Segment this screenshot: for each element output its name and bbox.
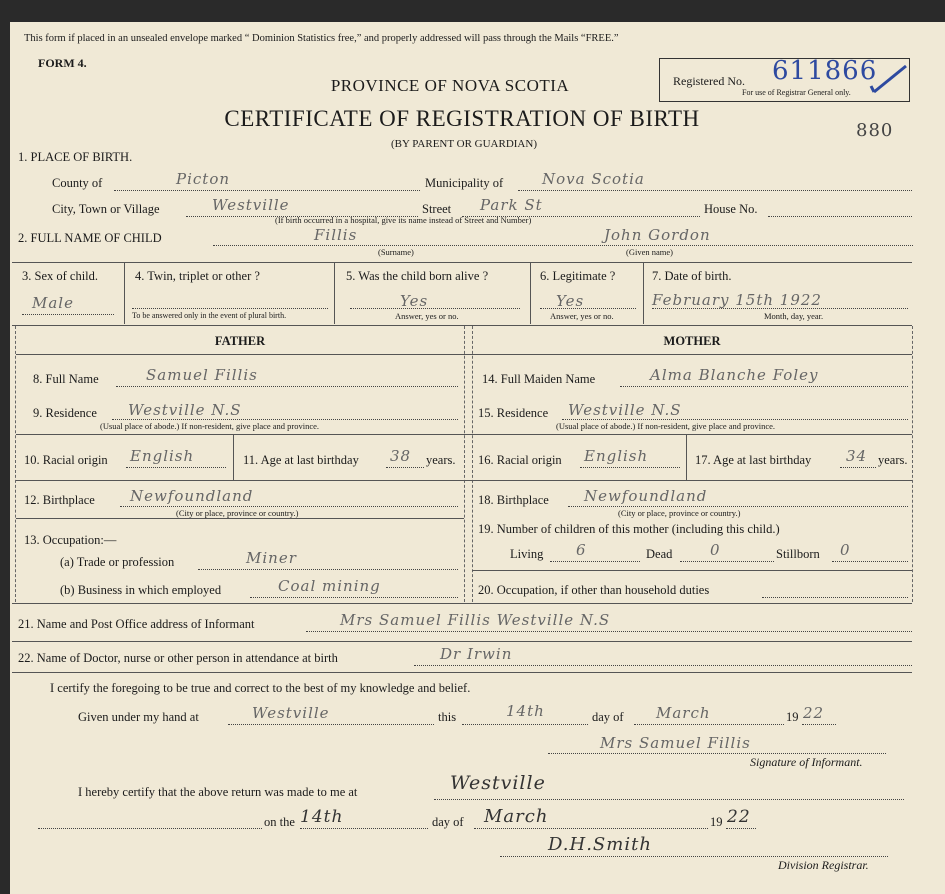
father-res-line [112,419,458,420]
col-rule [643,262,644,324]
municipality-line [518,190,912,191]
registrar-place: Westville [450,772,546,794]
county-label: County of [52,176,103,190]
certify-month: March [656,704,711,722]
mother-res-note: (Usual place of abode.) If non-resident, give place and province. [556,421,776,431]
mother-name-label: 14. Full Maiden Name [482,372,596,386]
father-race-line [126,467,226,468]
registrar-dayof-label: day of [432,815,464,829]
twin-line [132,308,328,309]
occupation-heading: 13. Occupation:— [24,533,117,547]
alive-value: Yes [400,292,429,310]
row-rule [12,672,912,673]
informant-signature: Mrs Samuel Fillis [600,734,751,752]
alive-label: 5. Was the child born alive ? [346,269,489,283]
stillborn-label: Stillborn [776,547,820,561]
registrar-signature-line [500,856,888,857]
dead-label: Dead [646,547,673,561]
column-divider [912,326,913,602]
certify-day-line [462,724,588,725]
mother-name: Alma Blanche Foley [650,366,819,384]
county-value: Picton [176,170,231,188]
doctor-value: Dr Irwin [440,645,513,663]
legit-label: 6. Legitimate ? [540,269,616,283]
legit-note: Answer, yes or no. [550,311,614,321]
column-divider [464,326,465,602]
trade-line [198,569,458,570]
mother-bp-note: (City or place, province or country.) [618,508,741,518]
county-line [114,190,420,191]
given-place-line [228,724,434,725]
stillborn-line [832,561,908,562]
father-name-line [116,386,458,387]
registered-note: For use of Registrar General only. [742,88,851,97]
father-bp: Newfoundland [130,487,254,505]
registrar-lead-line [38,828,262,829]
father-age-line [386,467,424,468]
informant-value: Mrs Samuel Fillis Westville N.S [340,611,611,629]
dob-line [652,308,908,309]
certify-dayof-label: day of [592,710,624,724]
row-rule [16,518,464,519]
given-place: Westville [252,704,330,722]
registrar-signature: D.H.Smith [548,834,652,855]
house-label: House No. [704,202,758,216]
doctor-label: 22. Name of Doctor, nurse or other person in attendance at birth [18,651,338,665]
child-surname: Fillis [314,226,358,244]
form-number: FORM 4. [38,56,87,70]
children-label: 19. Number of children of this mother (including this child.) [478,522,780,536]
street-value: Park St [480,196,543,214]
certify-year-line [802,724,836,725]
father-name: Samuel Fillis [146,366,258,384]
certify-year-prefix: 19 [786,710,799,724]
legit-line [540,308,636,309]
registrar-on-label: on the [264,815,295,829]
father-res-note: (Usual place of abode.) If non-resident, give place and province. [100,421,320,431]
row-rule [12,262,912,263]
col-rule [530,262,531,324]
twin-label: 4. Twin, triplet or other ? [135,269,260,283]
dead-value: 0 [710,541,721,559]
mother-bp: Newfoundland [584,487,708,505]
sex-value: Male [32,294,74,312]
child-name-line [213,245,913,246]
certify-day: 14th [506,702,545,720]
father-bp-note: (City or place, province or country.) [176,508,299,518]
street-label: Street [422,202,452,216]
city-label: City, Town or Village [52,202,160,216]
trade-value: Miner [246,549,297,567]
registered-label: Registered No. [673,74,745,88]
dob-note: Month, day, year. [764,311,824,321]
house-line [768,216,912,217]
trade-label: (a) Trade or profession [60,555,175,569]
registrar-text: I hereby certify that the above return was made to me at [78,785,358,799]
mother-bp-line [568,506,908,507]
col-rule [233,434,234,480]
col-rule [334,262,335,324]
informant-line [306,631,912,632]
father-name-label: 8. Full Name [33,372,99,386]
row-rule [12,641,912,642]
mother-heading: MOTHER [663,334,721,348]
business-label: (b) Business in which employed [60,583,222,597]
certify-text: I certify the foregoing to be true and correct to the best of my knowledge and belief. [50,681,471,695]
father-res-label: 9. Residence [33,406,97,420]
registrar-signature-label: Division Registrar. [778,858,869,872]
row-rule [16,354,912,355]
mother-occupation-line [762,597,908,598]
registrar-month-line [474,828,708,829]
stamp-number: 880 [856,120,894,141]
row-rule [472,570,912,571]
sex-label: 3. Sex of child. [22,269,99,283]
col-rule [124,262,125,324]
mother-name-line [620,386,908,387]
row-rule [16,434,912,435]
province-heading: PROVINCE OF NOVA SCOTIA [330,76,570,95]
dead-line [680,561,774,562]
informant-signature-label: Signature of Informant. [750,755,863,769]
mother-res: Westville N.S [568,401,682,419]
column-divider [472,326,473,602]
business-line [250,597,458,598]
mother-race-label: 16. Racial origin [478,453,562,467]
mother-res-line [562,419,908,420]
child-name-heading: 2. FULL NAME OF CHILD [18,231,162,245]
registrar-place-line [434,799,904,800]
living-value: 6 [576,541,587,559]
given-note: (Given name) [626,247,673,257]
father-age-unit: years. [426,453,456,467]
father-age: 38 [390,447,412,465]
dob-label: 7. Date of birth. [652,269,732,283]
mother-age-line [840,467,876,468]
father-race: English [130,447,195,465]
checkmark-icon [868,62,908,98]
twin-note: To be answered only in the event of plural birth. [132,311,287,320]
certify-month-line [634,724,784,725]
subtitle: (BY PARENT OR GUARDIAN) [391,138,537,150]
informant-signature-line [548,753,886,754]
certify-year: 22 [803,704,825,722]
father-bp-line [120,506,458,507]
alive-note: Answer, yes or no. [395,311,459,321]
father-age-label: 11. Age at last birthday [243,453,359,467]
municipality-value: Nova Scotia [542,170,645,188]
top-notice: This form if placed in an unsealed envelope marked “ Dominion Statistics free,” and properly addressed will pass through the Mails “FREE.” [24,33,619,44]
alive-line [350,308,520,309]
this-label: this [438,710,457,724]
column-divider [15,326,16,602]
registrar-day: 14th [300,807,344,827]
living-label: Living [510,547,544,561]
father-heading: FATHER [214,334,266,348]
informant-label: 21. Name and Post Office address of Informant [18,617,255,631]
mother-age-label: 17. Age at last birthday [695,453,812,467]
row-rule [12,325,912,326]
mother-bp-label: 18. Birthplace [478,493,549,507]
row-rule [12,603,912,604]
stillborn-value: 0 [840,541,851,559]
registrar-day-line [300,828,428,829]
living-line [550,561,640,562]
sex-line [22,314,114,315]
registrar-year-prefix: 19 [710,815,723,829]
father-race-label: 10. Racial origin [24,453,108,467]
mother-occupation-label: 20. Occupation, if other than household duties [478,583,710,597]
father-res: Westville N.S [128,401,242,419]
city-value: Westville [212,196,290,214]
registrar-year: 22 [727,807,751,827]
mother-race: English [584,447,649,465]
doctor-line [414,665,912,666]
surname-note: (Surname) [378,247,414,257]
given-label: Given under my hand at [78,710,199,724]
dob-value: February 15th 1922 [652,291,822,309]
mother-age: 34 [846,447,868,465]
row-rule [16,480,912,481]
registered-number: 611866 [772,56,878,86]
legit-value: Yes [556,292,585,310]
hospital-note: (If birth occurred in a hospital, give its name instead of Street and Number) [275,215,532,225]
business-value: Coal mining [278,577,381,595]
registrar-year-line [726,828,756,829]
mother-age-unit: years. [878,453,908,467]
municipality-label: Municipality of [425,176,504,190]
father-bp-label: 12. Birthplace [24,493,95,507]
page-title: CERTIFICATE OF REGISTRATION OF BIRTH [224,106,700,131]
col-rule [686,434,687,480]
mother-res-label: 15. Residence [478,406,549,420]
child-given-name: John Gordon [604,226,711,244]
place-of-birth-heading: 1. PLACE OF BIRTH. [18,150,133,164]
registrar-month: March [484,806,549,827]
mother-race-line [580,467,680,468]
